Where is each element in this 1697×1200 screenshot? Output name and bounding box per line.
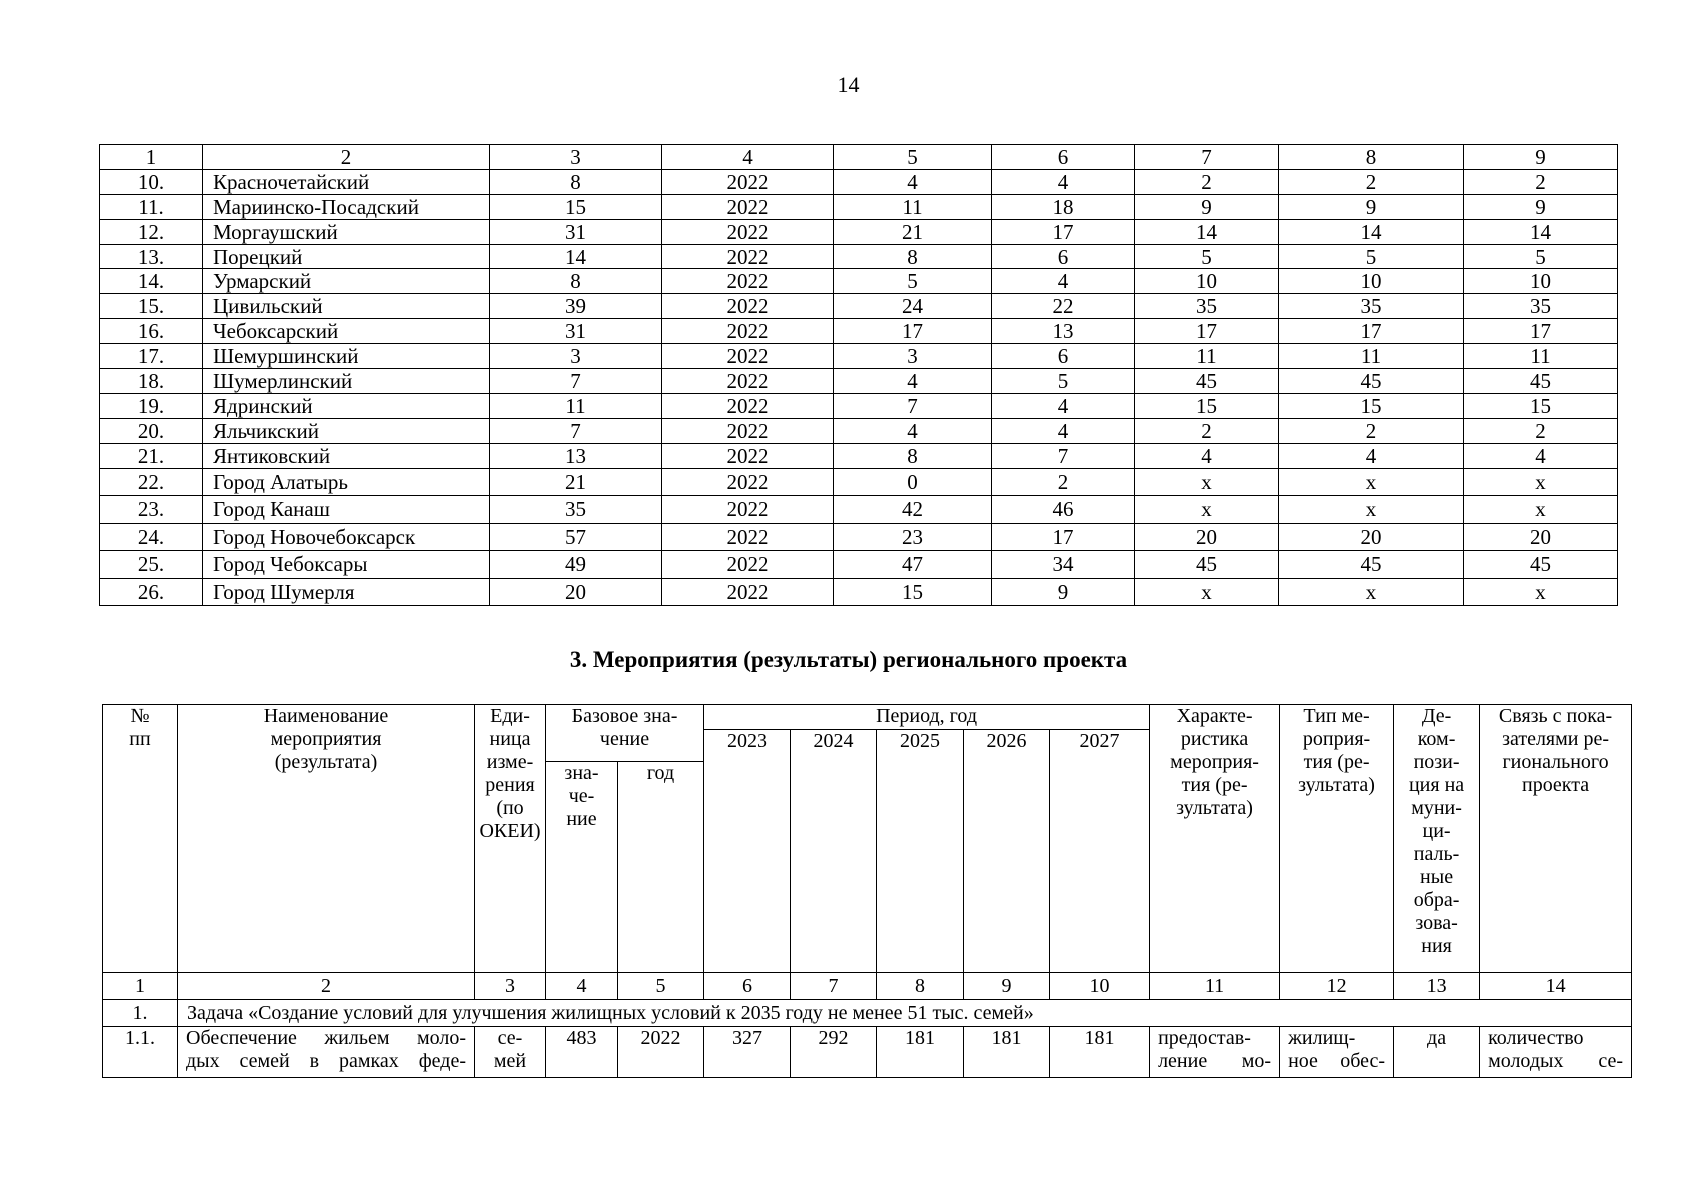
header-name: Наименование мероприятия (результата) bbox=[178, 705, 475, 973]
cell-value: 2 bbox=[1464, 169, 1618, 194]
activity-type: жилищ- ное обес- bbox=[1280, 1027, 1394, 1078]
row-number: 19. bbox=[100, 393, 203, 418]
header-cell: 4 bbox=[662, 145, 834, 170]
header-type: Тип ме- роприя- тия (ре- зультата) bbox=[1280, 705, 1394, 973]
col-num: 2 bbox=[178, 973, 475, 1000]
cell-value: 2022 bbox=[662, 578, 834, 606]
header-cell: 2 bbox=[203, 145, 490, 170]
cell-value: 45 bbox=[1464, 369, 1618, 394]
cell-value: 4 bbox=[992, 418, 1135, 443]
cell-value: 2022 bbox=[662, 219, 834, 244]
cell-value: 42 bbox=[834, 496, 992, 524]
cell-value: 5 bbox=[992, 369, 1135, 394]
cell-value: 10 bbox=[1279, 269, 1464, 294]
municipality-name: Шемуршинский bbox=[203, 344, 490, 369]
cell-value: 45 bbox=[1464, 551, 1618, 579]
cell-value: 10 bbox=[1135, 269, 1279, 294]
cell-value: 47 bbox=[834, 551, 992, 579]
cell-value: 2022 bbox=[662, 244, 834, 269]
activity-row bbox=[103, 1027, 1632, 1078]
cell-value: 17 bbox=[1464, 319, 1618, 344]
table-header-row bbox=[100, 145, 1618, 170]
cell-value: 17 bbox=[992, 219, 1135, 244]
row-number: 17. bbox=[100, 344, 203, 369]
municipality-name: Урмарский bbox=[203, 269, 490, 294]
row-number: 18. bbox=[100, 369, 203, 394]
cell-value: 2022 bbox=[662, 523, 834, 551]
cell-value: 20 bbox=[1464, 523, 1618, 551]
table-row bbox=[100, 194, 1618, 219]
row-number: 14. bbox=[100, 269, 203, 294]
col-num: 1 bbox=[103, 973, 178, 1000]
header-cell: 6 bbox=[992, 145, 1135, 170]
row-number: 25. bbox=[100, 551, 203, 579]
row-number: 24. bbox=[100, 523, 203, 551]
cell-value: 57 bbox=[490, 523, 662, 551]
header-num: № пп bbox=[103, 705, 178, 973]
cell-value: 17 bbox=[1135, 319, 1279, 344]
cell-value: 22 bbox=[992, 294, 1135, 319]
row-number: 13. bbox=[100, 244, 203, 269]
header-base-value: зна- че- ние bbox=[546, 762, 618, 973]
cell-value: 2022 bbox=[662, 496, 834, 524]
col-num: 6 bbox=[704, 973, 791, 1000]
column-number-row bbox=[103, 973, 1632, 1000]
row-number: 26. bbox=[100, 578, 203, 606]
cell-value: 49 bbox=[490, 551, 662, 579]
row-number: 11. bbox=[100, 194, 203, 219]
table-row bbox=[100, 551, 1618, 579]
cell-value: 15 bbox=[490, 194, 662, 219]
municipality-name: Янтиковский bbox=[203, 443, 490, 468]
header-year-2024: 2024 bbox=[791, 730, 877, 973]
cell-value: x bbox=[1279, 578, 1464, 606]
activity-2027: 181 bbox=[1050, 1027, 1150, 1078]
col-num: 11 bbox=[1150, 973, 1280, 1000]
task-num: 1. bbox=[103, 1000, 178, 1027]
cell-value: 7 bbox=[490, 369, 662, 394]
cell-value: 20 bbox=[1279, 523, 1464, 551]
activity-2024: 292 bbox=[791, 1027, 877, 1078]
cell-value: 39 bbox=[490, 294, 662, 319]
municipality-indicator-table bbox=[99, 144, 1618, 606]
cell-value: 5 bbox=[834, 269, 992, 294]
header-year-2023: 2023 bbox=[704, 730, 791, 973]
row-number: 21. bbox=[100, 443, 203, 468]
activity-name: Обеспечение жильем моло- дых семей в рамках феде- bbox=[178, 1027, 475, 1078]
cell-value: 4 bbox=[1279, 443, 1464, 468]
col-num: 10 bbox=[1050, 973, 1150, 1000]
cell-value: 0 bbox=[834, 468, 992, 496]
cell-value: x bbox=[1135, 468, 1279, 496]
cell-value: 8 bbox=[490, 269, 662, 294]
header-period: Период, год bbox=[704, 705, 1150, 730]
cell-value: 13 bbox=[490, 443, 662, 468]
cell-value: x bbox=[1135, 496, 1279, 524]
cell-value: 11 bbox=[1135, 344, 1279, 369]
cell-value: 15 bbox=[1464, 393, 1618, 418]
municipality-name: Красночетайский bbox=[203, 169, 490, 194]
cell-value: 9 bbox=[1279, 194, 1464, 219]
activity-2023: 327 bbox=[704, 1027, 791, 1078]
table-row bbox=[100, 418, 1618, 443]
header-cell: 5 bbox=[834, 145, 992, 170]
cell-value: x bbox=[1464, 468, 1618, 496]
cell-value: 2022 bbox=[662, 269, 834, 294]
cell-value: 18 bbox=[992, 194, 1135, 219]
municipality-name: Шумерлинский bbox=[203, 369, 490, 394]
cell-value: 7 bbox=[490, 418, 662, 443]
cell-value: 35 bbox=[1135, 294, 1279, 319]
table-row bbox=[100, 269, 1618, 294]
cell-value: 2022 bbox=[662, 369, 834, 394]
header-cell: 1 bbox=[100, 145, 203, 170]
municipality-name: Город Шумерля bbox=[203, 578, 490, 606]
project-activities-table bbox=[102, 704, 1632, 1078]
page-number: 14 bbox=[837, 72, 860, 97]
cell-value: 15 bbox=[1135, 393, 1279, 418]
table-row bbox=[100, 443, 1618, 468]
header-year-2026: 2026 bbox=[964, 730, 1050, 973]
activity-link: количество молодых се- bbox=[1480, 1027, 1632, 1078]
cell-value: 11 bbox=[490, 393, 662, 418]
cell-value: 2 bbox=[1464, 418, 1618, 443]
cell-value: x bbox=[1464, 578, 1618, 606]
col-num: 12 bbox=[1280, 973, 1394, 1000]
header-unit: Еди- ница изме- рения (по ОКЕИ) bbox=[475, 705, 546, 973]
header-decomposition: Де- ком- пози- ция на муни- ци- паль- ные обра- зова- ния bbox=[1394, 705, 1480, 973]
cell-value: 8 bbox=[834, 244, 992, 269]
municipality-name: Город Алатырь bbox=[203, 468, 490, 496]
header-base-year: год bbox=[618, 762, 704, 973]
cell-value: 45 bbox=[1135, 369, 1279, 394]
cell-value: 14 bbox=[490, 244, 662, 269]
cell-value: 7 bbox=[992, 443, 1135, 468]
municipality-name: Мариинско-Посадский bbox=[203, 194, 490, 219]
table-row bbox=[100, 244, 1618, 269]
cell-value: 35 bbox=[490, 496, 662, 524]
cell-value: 2 bbox=[1135, 169, 1279, 194]
cell-value: 3 bbox=[490, 344, 662, 369]
municipality-name: Ядринский bbox=[203, 393, 490, 418]
cell-value: 2022 bbox=[662, 551, 834, 579]
cell-value: 11 bbox=[1464, 344, 1618, 369]
cell-value: 3 bbox=[834, 344, 992, 369]
cell-value: 15 bbox=[1279, 393, 1464, 418]
cell-value: 31 bbox=[490, 219, 662, 244]
cell-value: 2 bbox=[992, 468, 1135, 496]
cell-value: 15 bbox=[834, 578, 992, 606]
cell-value: 4 bbox=[1464, 443, 1618, 468]
cell-value: 21 bbox=[834, 219, 992, 244]
header-cell: 9 bbox=[1464, 145, 1618, 170]
cell-value: 2022 bbox=[662, 418, 834, 443]
cell-value: 45 bbox=[1135, 551, 1279, 579]
cell-value: 34 bbox=[992, 551, 1135, 579]
cell-value: x bbox=[1135, 578, 1279, 606]
table-row bbox=[100, 319, 1618, 344]
cell-value: 20 bbox=[1135, 523, 1279, 551]
col-num: 4 bbox=[546, 973, 618, 1000]
activity-base-year: 2022 bbox=[618, 1027, 704, 1078]
cell-value: 13 bbox=[992, 319, 1135, 344]
task-text: Задача «Создание условий для улучшения жилищных условий к 2035 году не менее 51 тыс. семей» bbox=[178, 1000, 1632, 1027]
cell-value: 23 bbox=[834, 523, 992, 551]
municipality-name: Чебоксарский bbox=[203, 319, 490, 344]
col-num: 5 bbox=[618, 973, 704, 1000]
municipality-name: Моргаушский bbox=[203, 219, 490, 244]
cell-value: 31 bbox=[490, 319, 662, 344]
col-num: 14 bbox=[1480, 973, 1632, 1000]
row-number: 20. bbox=[100, 418, 203, 443]
cell-value: 4 bbox=[992, 169, 1135, 194]
section-title: 3. Мероприятия (результаты) регионального проекта bbox=[569, 647, 1128, 672]
cell-value: 14 bbox=[1135, 219, 1279, 244]
table-row bbox=[100, 294, 1618, 319]
header-base: Базовое зна- чение bbox=[546, 705, 704, 762]
cell-value: 35 bbox=[1464, 294, 1618, 319]
cell-value: 14 bbox=[1279, 219, 1464, 244]
cell-value: 2 bbox=[1135, 418, 1279, 443]
col-num: 7 bbox=[791, 973, 877, 1000]
cell-value: 5 bbox=[1464, 244, 1618, 269]
cell-value: 6 bbox=[992, 244, 1135, 269]
cell-value: 2022 bbox=[662, 344, 834, 369]
cell-value: 4 bbox=[834, 418, 992, 443]
activity-2026: 181 bbox=[964, 1027, 1050, 1078]
header-cell: 7 bbox=[1135, 145, 1279, 170]
municipality-name: Цивильский bbox=[203, 294, 490, 319]
col-num: 9 bbox=[964, 973, 1050, 1000]
table-row bbox=[100, 369, 1618, 394]
cell-value: 8 bbox=[834, 443, 992, 468]
cell-value: 9 bbox=[992, 578, 1135, 606]
col-num: 3 bbox=[475, 973, 546, 1000]
row-number: 12. bbox=[100, 219, 203, 244]
activity-num: 1.1. bbox=[103, 1027, 178, 1078]
cell-value: 20 bbox=[490, 578, 662, 606]
cell-value: 4 bbox=[992, 393, 1135, 418]
cell-value: 9 bbox=[1464, 194, 1618, 219]
table-row bbox=[100, 169, 1618, 194]
table-row bbox=[100, 578, 1618, 606]
cell-value: 2022 bbox=[662, 443, 834, 468]
cell-value: 11 bbox=[834, 194, 992, 219]
municipality-name: Город Чебоксары bbox=[203, 551, 490, 579]
header-characteristic: Характе- ристика мероприя- тия (ре- зультата) bbox=[1150, 705, 1280, 973]
header-cell: 3 bbox=[490, 145, 662, 170]
activity-decomposition: да bbox=[1394, 1027, 1480, 1078]
cell-value: 4 bbox=[992, 269, 1135, 294]
header-row-1 bbox=[103, 705, 1632, 730]
header-year-2025: 2025 bbox=[877, 730, 964, 973]
municipality-name: Город Новочебоксарск bbox=[203, 523, 490, 551]
header-link: Связь с пока- зателями ре- гионального проекта bbox=[1480, 705, 1632, 973]
row-number: 10. bbox=[100, 169, 203, 194]
col-num: 8 bbox=[877, 973, 964, 1000]
row-number: 15. bbox=[100, 294, 203, 319]
cell-value: x bbox=[1279, 468, 1464, 496]
cell-value: 2022 bbox=[662, 468, 834, 496]
cell-value: 14 bbox=[1464, 219, 1618, 244]
cell-value: 5 bbox=[1135, 244, 1279, 269]
activity-characteristic: предостав- ление мо- bbox=[1150, 1027, 1280, 1078]
cell-value: 46 bbox=[992, 496, 1135, 524]
row-number: 22. bbox=[100, 468, 203, 496]
municipality-name: Яльчикский bbox=[203, 418, 490, 443]
cell-value: 6 bbox=[992, 344, 1135, 369]
row-number: 23. bbox=[100, 496, 203, 524]
cell-value: 2 bbox=[1279, 418, 1464, 443]
cell-value: 10 bbox=[1464, 269, 1618, 294]
cell-value: 11 bbox=[1279, 344, 1464, 369]
table-row bbox=[100, 219, 1618, 244]
header-year-2027: 2027 bbox=[1050, 730, 1150, 973]
cell-value: 4 bbox=[1135, 443, 1279, 468]
cell-value: 8 bbox=[490, 169, 662, 194]
cell-value: 2 bbox=[1279, 169, 1464, 194]
activity-2025: 181 bbox=[877, 1027, 964, 1078]
cell-value: 4 bbox=[834, 169, 992, 194]
table-row bbox=[100, 496, 1618, 524]
activity-base-value: 483 bbox=[546, 1027, 618, 1078]
task-row bbox=[103, 1000, 1632, 1027]
row-number: 16. bbox=[100, 319, 203, 344]
table-row bbox=[100, 468, 1618, 496]
cell-value: 21 bbox=[490, 468, 662, 496]
cell-value: x bbox=[1279, 496, 1464, 524]
cell-value: 45 bbox=[1279, 369, 1464, 394]
cell-value: 35 bbox=[1279, 294, 1464, 319]
cell-value: 2022 bbox=[662, 294, 834, 319]
cell-value: 4 bbox=[834, 369, 992, 394]
cell-value: 7 bbox=[834, 393, 992, 418]
cell-value: 9 bbox=[1135, 194, 1279, 219]
table-row bbox=[100, 344, 1618, 369]
cell-value: 2022 bbox=[662, 169, 834, 194]
table-row bbox=[100, 523, 1618, 551]
table-row bbox=[100, 393, 1618, 418]
cell-value: x bbox=[1464, 496, 1618, 524]
cell-value: 17 bbox=[1279, 319, 1464, 344]
cell-value: 45 bbox=[1279, 551, 1464, 579]
municipality-name: Порецкий bbox=[203, 244, 490, 269]
cell-value: 17 bbox=[834, 319, 992, 344]
cell-value: 5 bbox=[1279, 244, 1464, 269]
cell-value: 2022 bbox=[662, 319, 834, 344]
col-num: 13 bbox=[1394, 973, 1480, 1000]
header-cell: 8 bbox=[1279, 145, 1464, 170]
cell-value: 24 bbox=[834, 294, 992, 319]
municipality-name: Город Канаш bbox=[203, 496, 490, 524]
activity-unit: се- мей bbox=[475, 1027, 546, 1078]
cell-value: 2022 bbox=[662, 194, 834, 219]
cell-value: 17 bbox=[992, 523, 1135, 551]
cell-value: 2022 bbox=[662, 393, 834, 418]
